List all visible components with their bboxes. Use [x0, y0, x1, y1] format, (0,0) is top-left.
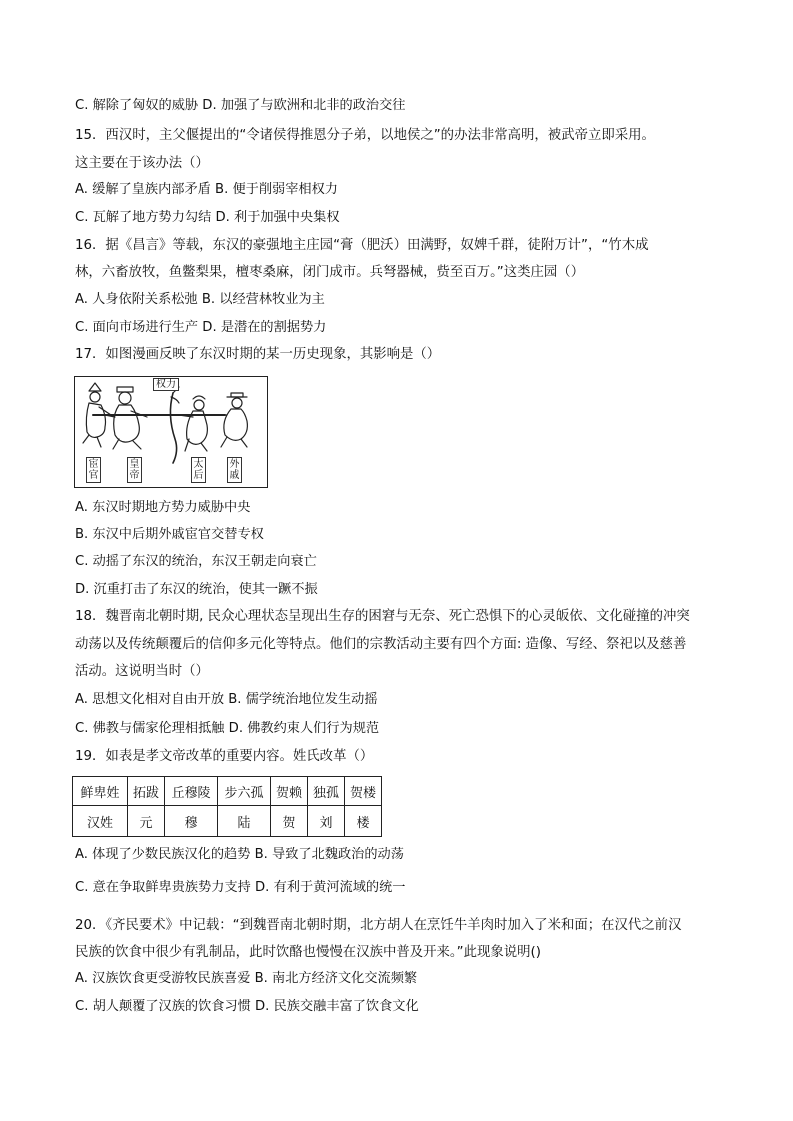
q16-option-cd: C. 面向市场进行生产 D. 是潜在的割据势力: [75, 320, 327, 335]
q17-option-d: D. 沉重打击了东汉的统治，使其一蹶不振: [75, 582, 318, 597]
cartoon-label-emperor: 皇帝: [127, 457, 142, 483]
q20-option-ab: A. 汉族饮食更受游牧民族喜爱 B. 南北方经济文化交流频繁: [75, 971, 418, 986]
q15-stem-line1: 15．西汉时，主父偃提出的“令诸侯得推恩分子弟，以地侯之”的办法非常高明，被武帝立即采用。: [75, 128, 655, 143]
q18-stem-line2: 动荡以及传统颠覆后的信仰多元化等特点。他们的宗教活动主要有四个方面: 造像、写经、祭祀以及慈善: [75, 637, 687, 652]
table-cell: 贺楼: [345, 777, 382, 806]
table-cell: 楼: [345, 806, 382, 837]
q15-option-cd: C. 瓦解了地方势力勾结 D. 利于加强中央集权: [75, 210, 340, 225]
q17-cartoon: [74, 376, 268, 488]
table-cell: 丘穆陵: [165, 777, 218, 806]
q18-option-ab: A. 思想文化相对自由开放 B. 儒学统治地位发生动摇: [75, 692, 378, 707]
q16-stem-line2: 林，六畜放牧，鱼鳖梨果，檀枣桑麻，闭门成市。兵弩器械，赀至百万。”这类庄园（）: [75, 265, 585, 280]
surname-table: [72, 776, 382, 837]
table-cell: 贺赖: [271, 777, 308, 806]
q18-option-cd: C. 佛教与儒家伦理相抵触 D. 佛教约束人们行为规范: [75, 721, 380, 736]
q16-stem-line1: 16．据《昌言》等载，东汉的豪强地主庄园“膏（肥沃）田满野，奴婢千群，徒附万计”，“竹木成: [75, 238, 649, 253]
table-cell: 元: [128, 806, 165, 837]
table-cell: 鲜卑姓: [73, 777, 128, 806]
q14-option-cd: C. 解除了匈奴的威胁 D. 加强了与欧洲和北非的政治交往: [75, 98, 406, 113]
table-cell: 独孤: [308, 777, 345, 806]
table-cell: 汉姓: [73, 806, 128, 837]
table-cell: 步六孤: [218, 777, 271, 806]
table-cell: 刘: [308, 806, 345, 837]
cartoon-label-eunuch: 宦官: [86, 457, 101, 483]
table-cell: 贺: [271, 806, 308, 837]
table-cell: 陆: [218, 806, 271, 837]
table-row: [73, 806, 382, 837]
q16-option-ab: A. 人身依附关系松弛 B. 以经营林牧业为主: [75, 292, 325, 307]
cartoon-label-power: 权力: [153, 378, 179, 391]
q17-stem: 17．如图漫画反映了东汉时期的某一历史现象，其影响是（）: [75, 347, 441, 362]
q18-stem-line1: 18．魏晋南北朝时期, 民众心理状态呈现出生存的困窘与无奈、死亡恐惧下的心灵皈依、文化碰撞的冲突: [75, 609, 690, 624]
q19-option-ab: A. 体现了少数民族汉化的趋势 B. 导致了北魏政治的动荡: [75, 847, 404, 862]
q19-stem: 19．如表是孝文帝改革的重要内容。姓氏改革（）: [75, 749, 374, 764]
q17-option-b: B. 东汉中后期外戚宦官交替专权: [75, 527, 264, 542]
cartoon-label-relatives: 外戚: [227, 457, 242, 483]
q18-stem-line3: 活动。这说明当时（）: [75, 664, 209, 679]
q20-stem-line1: 20．《齐民要术》中记载：“到魏晋南北朝时期，北方胡人在烹饪牛羊肉时加入了米和面；在汉代之前汉: [75, 918, 682, 933]
table-cell: 穆: [165, 806, 218, 837]
cartoon-label-empress: 太后: [191, 457, 206, 483]
q20-stem-line2: 民族的饮食中很少有乳制品，此时饮酪也慢慢在汉族中普及开来。”此现象说明(): [75, 945, 541, 960]
q17-option-a: A. 东汉时期地方势力威胁中央: [75, 500, 251, 515]
q20-option-cd: C. 胡人颠覆了汉族的饮食习惯 D. 民族交融丰富了饮食文化: [75, 999, 419, 1014]
q19-option-cd: C. 意在争取鲜卑贵族势力支持 D. 有利于黄河流域的统一: [75, 880, 406, 895]
table-row: [73, 777, 382, 806]
table-cell: 拓跋: [128, 777, 165, 806]
q15-option-ab: A. 缓解了皇族内部矛盾 B. 便于削弱宰相权力: [75, 182, 338, 197]
q17-option-c: C. 动摇了东汉的统治，东汉王朝走向衰亡: [75, 554, 317, 569]
q15-stem-line2: 这主要在于该办法（）: [75, 156, 209, 171]
